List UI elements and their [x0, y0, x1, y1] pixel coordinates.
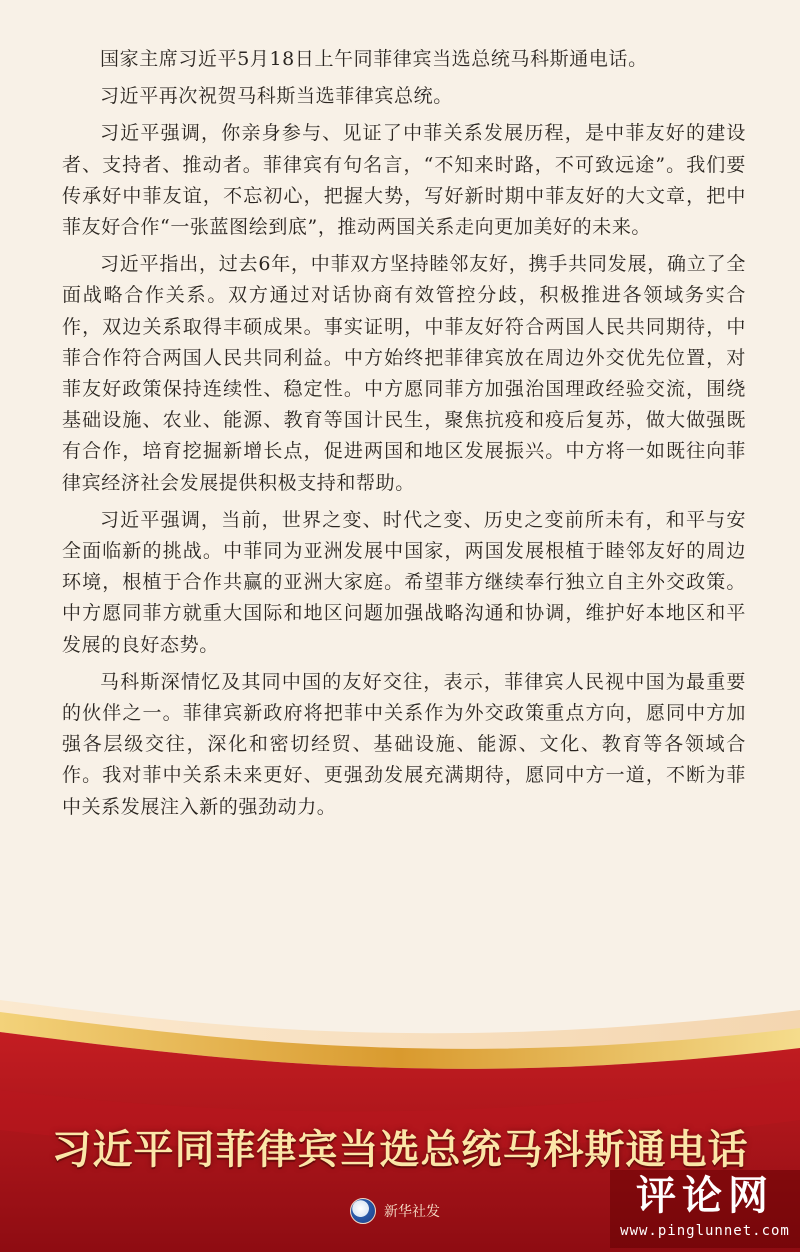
paragraph-1: 国家主席习近平5月18日上午同菲律宾当选总统马科斯通电话。 — [100, 48, 648, 70]
source-label: 新华社发 — [384, 1204, 440, 1220]
paragraph-4: 习近平指出，过去6年，中菲双方坚持睦邻友好，携手共同发展，确立了全面战略合作关系。双方通过对话协商有效管控分歧，积极推进各领域务实合作，双边关系取得丰硕成果。事实证明，中菲友好符合两国人民共同期待，中菲合作符合两国人民共同利益。中方始终把菲律宾放在周边外交优先位置，对菲友好政策保持连续性、稳定性。中方愿同菲方加强治国理政经验交流，围绕基础设施、农业、能源、教育等国计民生，聚焦抗疫和疫后复苏，做大做强既有合作，培育挖掘新增长点，促进两国和地区发展振兴。中方将一如既往向菲律宾经济社会发展提供积极支持和帮助。 — [62, 253, 746, 494]
watermark-title: 评论网 — [636, 1172, 774, 1219]
xinhua-logo-icon — [350, 1198, 376, 1224]
paragraph-5: 习近平强调，当前，世界之变、时代之变、历史之变前所未有，和平与安全面临新的挑战。中菲同为亚洲发展中国家，两国发展根植于睦邻友好的周边环境，根植于合作共赢的亚洲大家庭。希望菲方继续奉行独立自主外交政策。中方愿同菲方就重大国际和地区问题加强战略沟通和协调，维护好本地区和平发展的良好态势。 — [62, 508, 746, 656]
article-body — [62, 44, 746, 829]
source-credit — [350, 1196, 440, 1226]
banner-headline: 习近平同菲律宾当选总统马科斯通电话 — [51, 1126, 749, 1173]
paragraph-2: 习近平再次祝贺马科斯当选菲律宾总统。 — [100, 85, 453, 108]
paragraph-6: 马科斯深情忆及其同中国的友好交往，表示，菲律宾人民视中国为最重要的伙伴之一。菲律宾新政府将把菲中关系作为外交政策重点方向，愿同中方加强各层级交往，深化和密切经贸、基础设施、能源、文化、教育等各领域合作。我对菲中关系未来更好、更强劲发展充满期待，愿同中方一道，不断为菲中关系发展注入新的强劲动力。 — [62, 670, 746, 818]
watermark-url: www.pinglunnet.com — [620, 1223, 790, 1239]
site-watermark — [610, 1170, 800, 1248]
paragraph-3: 习近平强调，你亲身参与、见证了中菲关系发展历程，是中菲友好的建设者、支持者、推动者。菲律宾有句名言，“不知来时路，不可致远途”。我们要传承好中菲友谊，不忘初心，把握大势，写好新时期中菲友好的大文章，把中菲友好合作“一张蓝图绘到底”，推动两国关系走向更加美好的未来。 — [62, 122, 746, 239]
